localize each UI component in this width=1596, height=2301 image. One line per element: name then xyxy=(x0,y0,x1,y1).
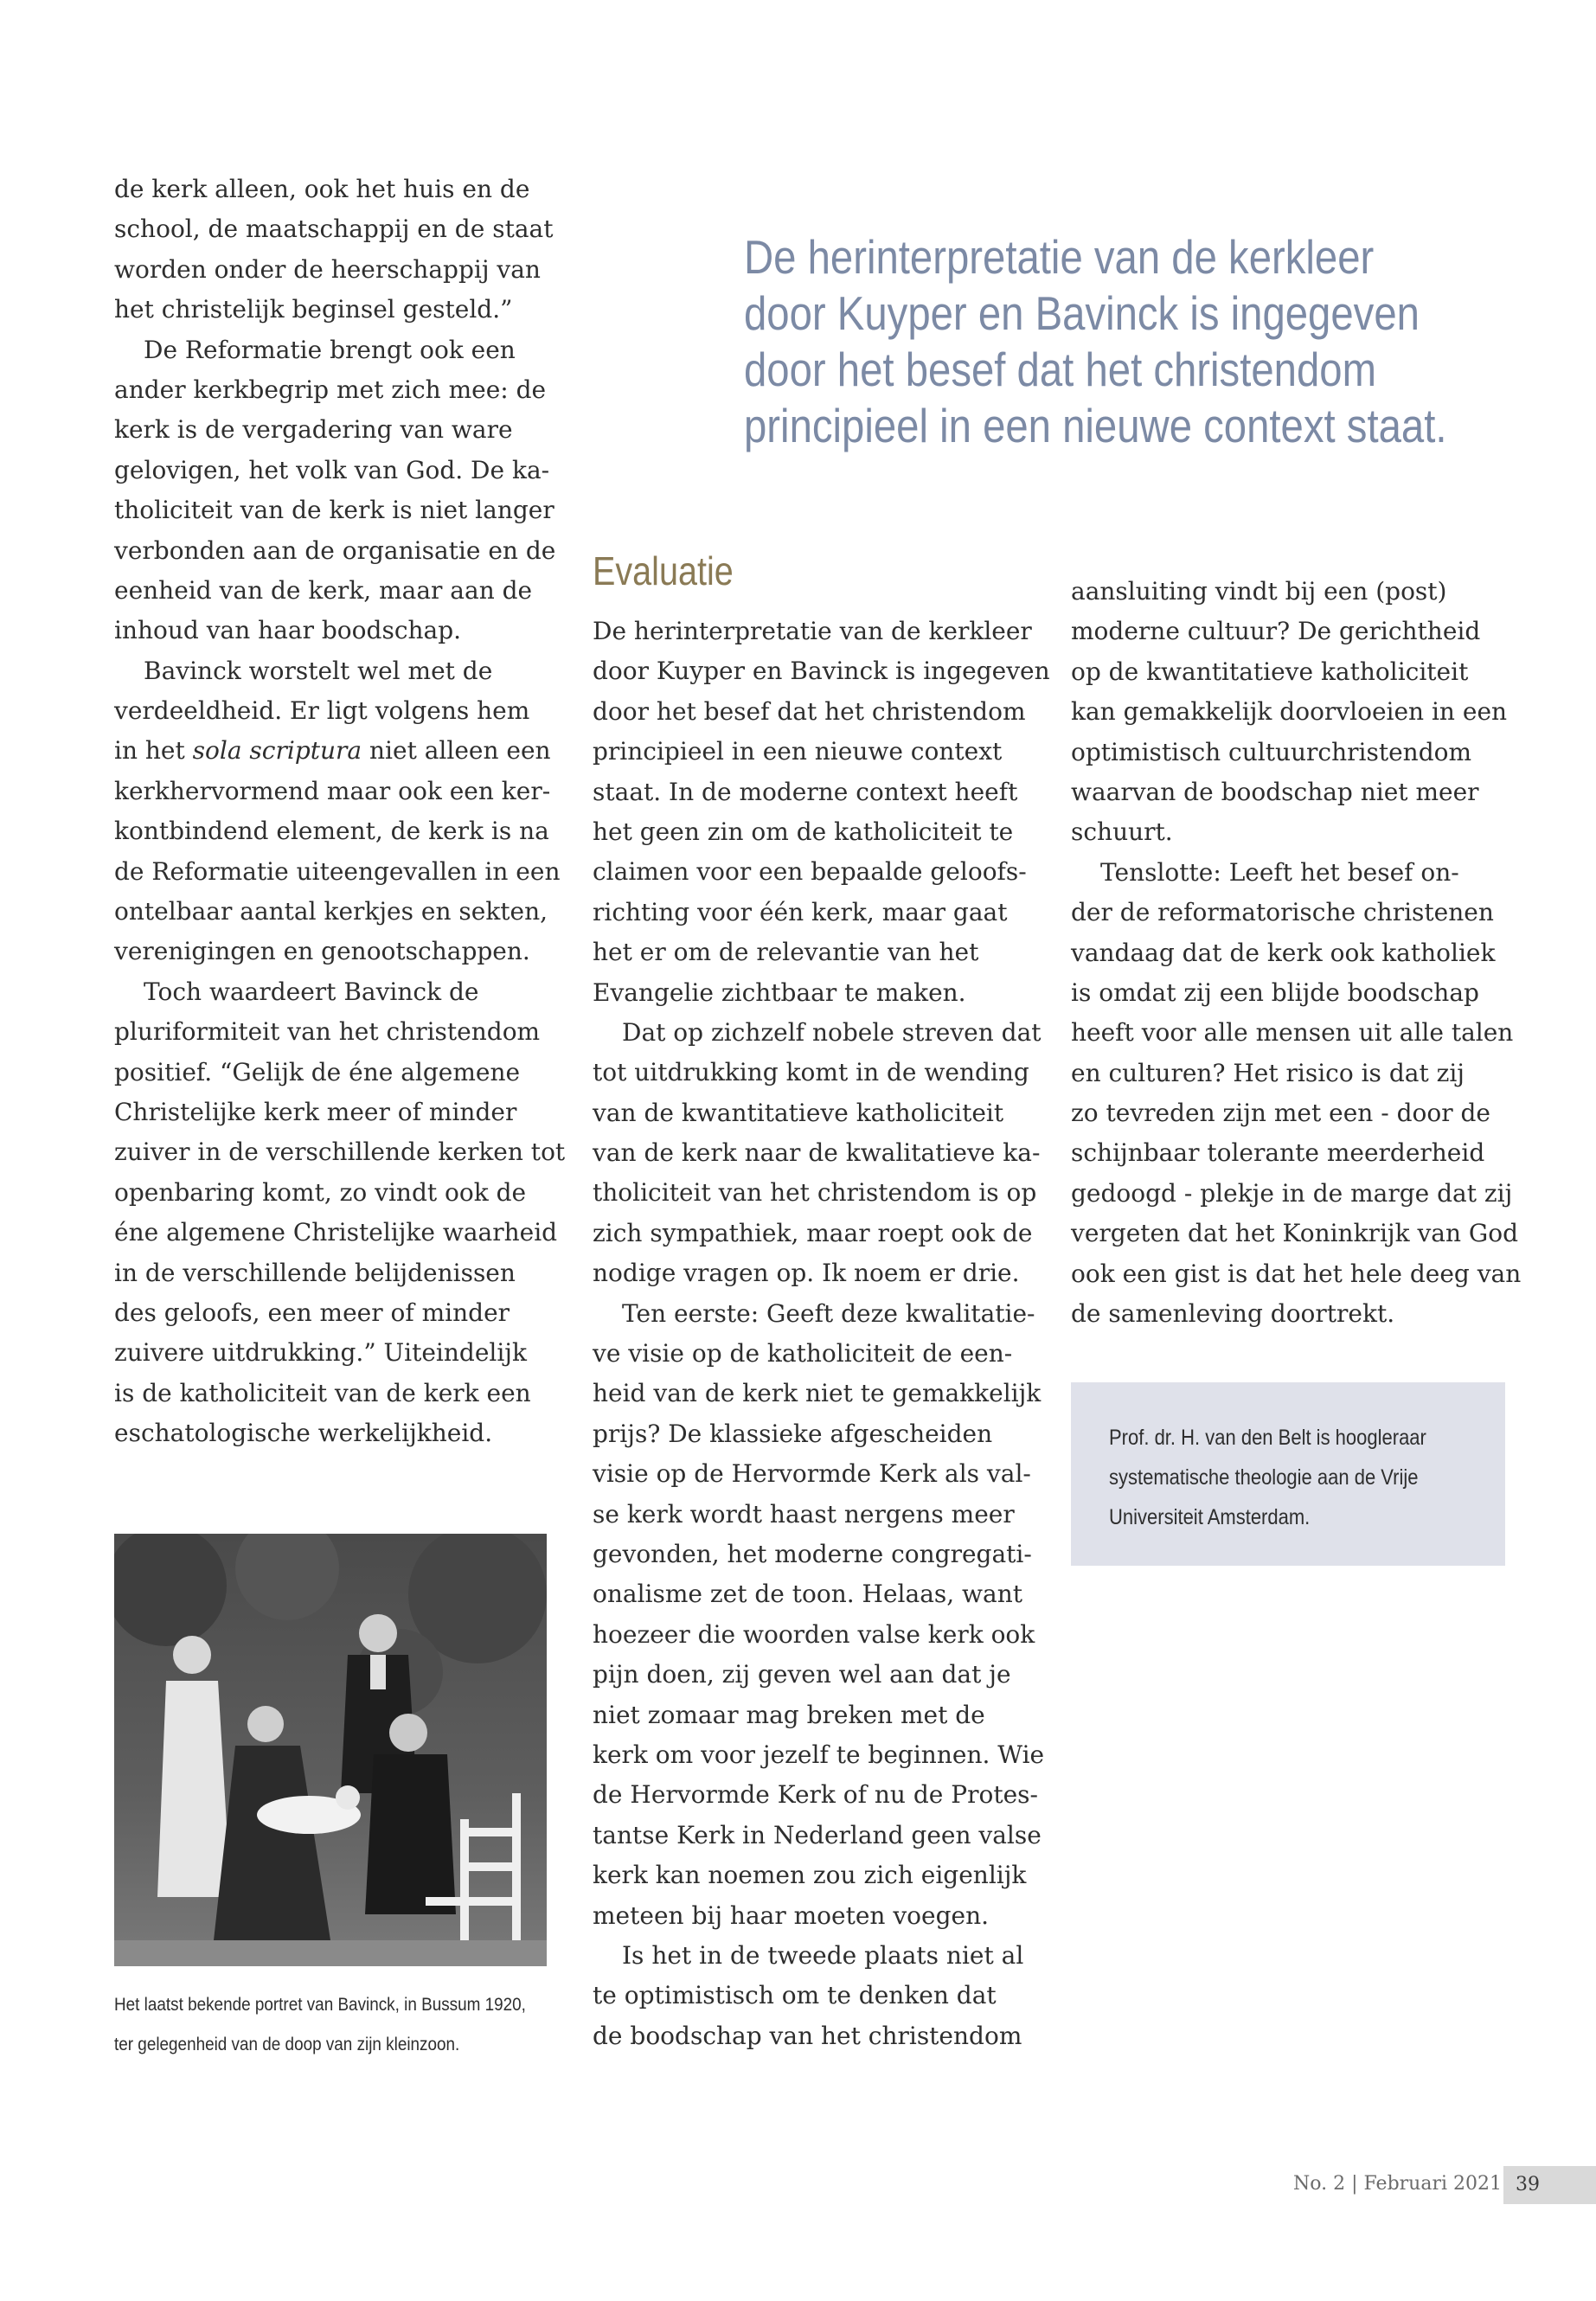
text-line: des geloofs, een meer of minder xyxy=(114,1298,510,1327)
middle-text-column xyxy=(593,612,1050,2056)
author-bio-box xyxy=(1071,1382,1505,1566)
text-line: positief. “Gelijk de éne algemene xyxy=(114,1057,521,1086)
text-line: de Hervormde Kerk of nu de Protes- xyxy=(593,1780,1038,1810)
text-line: visie op de Hervormde Kerk als val- xyxy=(593,1459,1031,1489)
text-line: op de kwantitatieve katholiciteit xyxy=(1071,657,1469,686)
page-number: 39 xyxy=(1516,2174,1540,2195)
page-number-box xyxy=(1503,2166,1596,2204)
text-line: Bavinck worstelt wel met de xyxy=(144,656,493,685)
text-line: heeft voor alle mensen uit alle talen xyxy=(1071,1018,1514,1048)
text-line: waarvan de boodschap niet meer xyxy=(1071,777,1479,806)
text-line: Ten eerste: Geeft deze kwalitatie- xyxy=(622,1298,1035,1328)
author-bio-text xyxy=(1109,1418,1490,1537)
text-line: te optimistisch om te denken dat xyxy=(593,1981,997,2010)
text-line: heid van de kerk niet te gemakkelijk xyxy=(593,1379,1042,1408)
text-line: ook een gist is dat het hele deeg van xyxy=(1071,1259,1522,1288)
text-line: richting voor één kerk, maar gaat xyxy=(593,897,1008,926)
text-line: de boodschap van het christendom xyxy=(593,2021,1022,2050)
text-line: ve visie op de katholiciteit de een- xyxy=(593,1339,1013,1368)
text-line: staat. In de moderne context heeft xyxy=(593,777,1018,806)
text-line: Is het in de tweede plaats niet al xyxy=(622,1940,1024,1970)
text-line: De Reformatie brengt ook een xyxy=(144,335,516,364)
text-line: der de reformatorische christenen xyxy=(1071,898,1494,927)
text-line: niet zomaar mag breken met de xyxy=(593,1700,985,1729)
text-line: se kerk wordt haast nergens meer xyxy=(593,1499,1015,1529)
text-line: in de verschillende belijdenissen xyxy=(114,1258,516,1287)
text-line: ander kerkbegrip met zich mee: de xyxy=(114,375,547,404)
text-line: claimen voor een bepaalde geloofs- xyxy=(593,857,1027,887)
text-line: eschatologische werkelijkheid. xyxy=(114,1419,493,1448)
pull-quote xyxy=(744,229,1447,454)
text-line: kerkhervormend maar ook een ker- xyxy=(114,776,551,805)
text-line: De herinterpretatie van de kerkleer xyxy=(593,617,1032,645)
text-line: en culturen? Het risico is dat zij xyxy=(1071,1058,1465,1087)
text-line: éne algemene Christelijke waarheid xyxy=(114,1218,558,1247)
text-line: aansluiting vindt bij een (post) xyxy=(1071,577,1447,606)
pull-quote-line: door het besef dat het christendom xyxy=(744,343,1376,396)
text-line: Evangelie zichtbaar te maken. xyxy=(593,977,966,1007)
caption-line: Het laatst bekende portret van Bavinck, in Bussum 1920, xyxy=(114,1995,526,2015)
section-heading: Evaluatie xyxy=(593,548,734,593)
photo-caption xyxy=(114,1985,535,2065)
text-line: gedoogd - plekje in de marge dat zij xyxy=(1071,1178,1513,1208)
text-line: meteen bij haar moeten voegen. xyxy=(593,1900,990,1930)
pull-quote-line: De herinterpretatie van de kerkleer xyxy=(744,230,1375,284)
text-line: tantse Kerk in Nederland geen valse xyxy=(593,1820,1042,1849)
photo-icon xyxy=(114,1534,547,1966)
bio-line: Universiteit Amsterdam. xyxy=(1109,1505,1311,1529)
text-line: hoezeer die woorden valse kerk ook xyxy=(593,1619,1035,1649)
text-line: van de kwantitatieve katholiciteit xyxy=(593,1098,1004,1127)
pull-quote-line: door Kuyper en Bavinck is ingegeven xyxy=(744,286,1420,340)
text-line: vergeten dat het Koninkrijk van God xyxy=(1071,1219,1519,1248)
text-line: verenigingen en genootschappen. xyxy=(114,937,530,966)
text-line: in het sola scriptura niet alleen een xyxy=(114,736,551,766)
text-line: zo tevreden zijn met een - door de xyxy=(1071,1099,1490,1128)
text-line: verdeeldheid. Er ligt volgens hem xyxy=(114,696,530,726)
text-line: tholiciteit van het christendom is op xyxy=(593,1178,1037,1208)
text-line: Christelijke kerk meer of minder xyxy=(114,1097,517,1126)
text-line: gelovigen, het volk van God. De ka- xyxy=(114,455,550,484)
text-line: prijs? De klassieke afgescheiden xyxy=(593,1419,993,1448)
footer-issue: No. 2 | Februari 2021 xyxy=(1293,2173,1502,2195)
text-line: Tenslotte: Leeft het besef on- xyxy=(1100,857,1459,887)
text-line: verbonden aan de organisatie en de xyxy=(114,535,556,565)
text-line: kerk kan noemen zou zich eigenlijk xyxy=(593,1861,1027,1890)
text-line: school, de maatschappij en de staat xyxy=(114,215,554,244)
text-line: is omdat zij een blijde boodschap xyxy=(1071,977,1479,1007)
text-line: schijnbaar tolerante meerderheid xyxy=(1071,1138,1485,1168)
text-line: kerk om voor jezelf te beginnen. Wie xyxy=(593,1740,1045,1769)
left-text-column xyxy=(114,170,564,1454)
text-line: het geen zin om de katholiciteit te xyxy=(593,817,1014,846)
text-line: inhoud van haar boodschap. xyxy=(114,616,462,645)
text-line: vandaag dat de kerk ook katholiek xyxy=(1071,938,1496,967)
text-line: onalisme zet de toon. Helaas, want xyxy=(593,1580,1022,1609)
text-line: schuurt. xyxy=(1071,817,1173,847)
text-line: tholiciteit van de kerk is niet langer xyxy=(114,496,554,525)
text-line: gevonden, het moderne congregati- xyxy=(593,1539,1032,1568)
text-line: kerk is de vergadering van ware xyxy=(114,415,513,445)
text-line: de kerk alleen, ook het huis en de xyxy=(114,175,530,203)
text-line: de samenleving doortrekt. xyxy=(1071,1299,1395,1329)
text-line: Dat op zichzelf nobele streven dat xyxy=(622,1017,1042,1047)
text-line: eenheid van de kerk, maar aan de xyxy=(114,575,533,605)
text-line: Toch waardeert Bavinck de xyxy=(144,977,479,1006)
text-line: kan gemakkelijk doorvloeien in een xyxy=(1071,697,1508,727)
text-line: is de katholiciteit van de kerk een xyxy=(114,1378,531,1407)
text-line: ontelbaar aantal kerkjes en sekten, xyxy=(114,897,548,926)
bio-line: systematische theologie aan de Vrije xyxy=(1109,1465,1419,1490)
text-line: zich sympathiek, maar roept ook de xyxy=(593,1218,1033,1247)
text-line: tot uitdrukking komt in de wending xyxy=(593,1058,1029,1087)
text-line: het christelijk beginsel gesteld.” xyxy=(114,295,513,324)
text-line: door het besef dat het christendom xyxy=(593,696,1026,726)
text-line: principieel in een nieuwe context xyxy=(593,737,1003,766)
text-line: kontbindend element, de kerk is na xyxy=(114,817,549,846)
pull-quote-line: principieel in een nieuwe context staat. xyxy=(744,399,1447,452)
text-line: nodige vragen op. Ik noem er drie. xyxy=(593,1259,1020,1288)
text-line: optimistisch cultuurchristendom xyxy=(1071,737,1472,766)
text-line: van de kerk naar de kwalitatieve ka- xyxy=(593,1138,1041,1168)
text-line: door Kuyper en Bavinck is ingegeven xyxy=(593,657,1050,686)
text-line: pijn doen, zij geven wel aan dat je xyxy=(593,1660,1011,1689)
text-line: pluriformiteit van het christendom xyxy=(114,1017,541,1047)
portrait-photo xyxy=(114,1534,547,1966)
text-line: moderne cultuur? De gerichtheid xyxy=(1071,617,1481,646)
text-line: de Reformatie uiteengevallen in een xyxy=(114,856,561,886)
text-line: zuiver in de verschillende kerken tot xyxy=(114,1138,566,1167)
text-line: het er om de relevantie van het xyxy=(593,938,979,967)
right-text-column xyxy=(1071,572,1521,1334)
caption-line: ter gelegenheid van de doop van zijn kleinzoon. xyxy=(114,2035,460,2054)
bio-line: Prof. dr. H. van den Belt is hoogleraar xyxy=(1109,1426,1426,1450)
text-line: zuivere uitdrukking.” Uiteindelijk xyxy=(114,1338,527,1368)
text-line: worden onder de heerschappij van xyxy=(114,254,541,284)
text-line: openbaring komt, zo vindt ook de xyxy=(114,1177,527,1207)
